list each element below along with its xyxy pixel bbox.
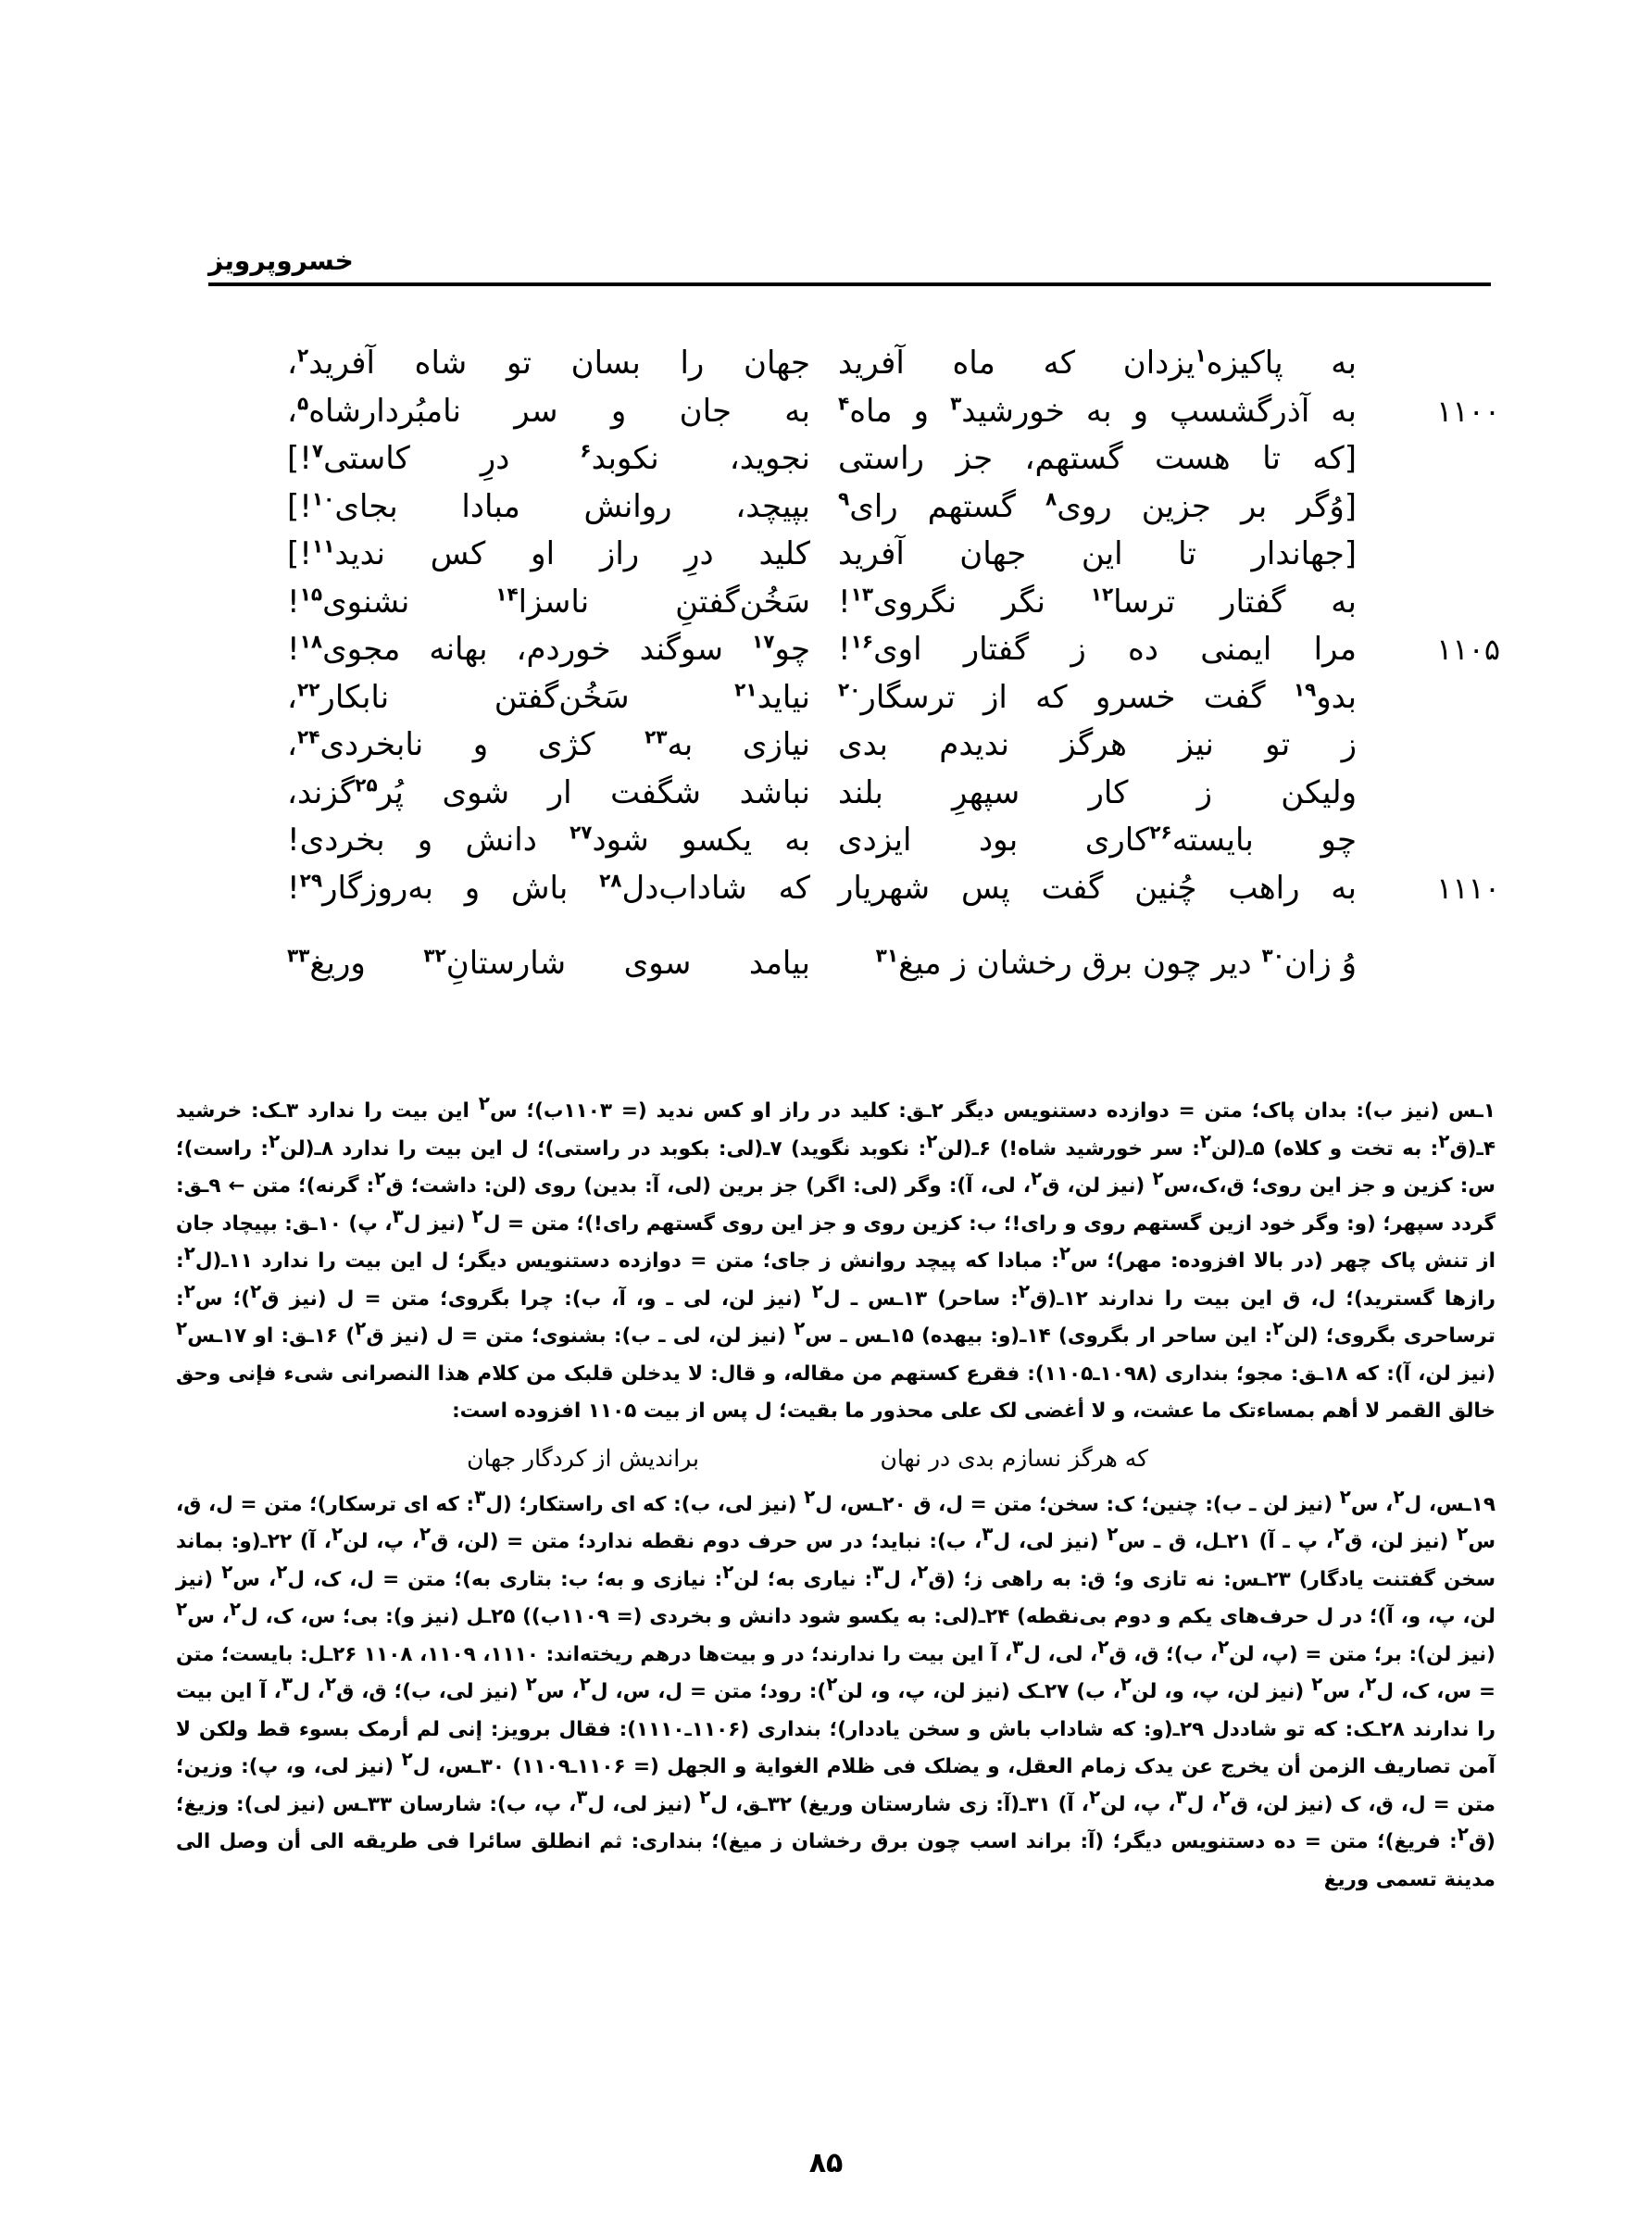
- hemistich-left: نیاید$^{۲۱}$ سَخُن‌گفتن نابکار$^{۲۲}$،: [287, 678, 810, 716]
- couplet: [278, 532, 1500, 580]
- couplet: [278, 484, 1500, 533]
- hemistich-right: ولیکن ز کار سپهرِ بلند: [838, 773, 1357, 811]
- couplet: [278, 436, 1500, 484]
- hemistich-left: که شاداب‌دل$^{۲۸}$ باش و به‌روزگار$^{۲۹}$!: [287, 869, 810, 907]
- hemistich-left: به جان و سر نامبُردارشاه$^۵$،: [287, 392, 810, 430]
- verse-number: ۱۱۱۰: [1436, 870, 1500, 906]
- hemistich-left: به یکسو شود$^{۲۷}$ دانش و بخردی!: [287, 821, 810, 859]
- couplet: [278, 627, 1500, 675]
- hemistich-right: [وُگر بر جزین روی$^۸$ گستهم رای$^۹$: [838, 487, 1358, 525]
- quoted-couplet: [176, 1437, 1496, 1487]
- quoted-hemistich-right: که هرگز نسازم بدی در نهان: [880, 1444, 1148, 1472]
- hemistich-right: به آذرگشسپ و به خورشید$^۳$ و ماه$^۴$: [838, 392, 1357, 430]
- couplet: [278, 818, 1500, 866]
- hemistich-left: نباشد شگفت ار شوی پُر$^{۲۵}$گزند،: [287, 773, 810, 811]
- hemistich-right: بدو$^{۱۹}$ گفت خسرو که از ترسگار$^{۲۰}$: [838, 678, 1357, 716]
- couplet: [278, 341, 1500, 389]
- hemistich-left: چو$^{۱۷}$ سوگند خوردم، بهانه مجوی$^{۱۸}$!: [287, 630, 810, 668]
- hemistich-right: به راهب چُنین گفت پس شهریار: [838, 869, 1357, 907]
- hemistich-left: بیامد سوی شارستانِ$^{۳۲}$ وریغ$^{۳۳}$: [287, 944, 810, 982]
- hemistich-right: [که تا هست گستهم، جز راستی: [838, 440, 1357, 477]
- couplet: [278, 771, 1500, 819]
- couplet: [278, 866, 1500, 914]
- running-title: خسروپرویز: [208, 245, 354, 276]
- footnote-paragraph-2: ۱۹ـس، ل$^۲$، س$^۲$ (نیز لن ـ ب): چنین؛ ک: سخن؛ متن = ل، ق ۲۰ـس، ل$^۲$ (نیز لی، ب): که ای راستکار؛ (ل$^۳$: که ای ترسکار)؛ متن = ل، ق، س$^۲$ (نیز لن، ق$^۲$، پ ـ آ) ۲۱ـل، ق ـ س$^۲$ (نیز لی، ل$^۳$، ب): نباید؛ در س حرف دوم نقطه ندارد؛ متن = (لن، ق$^۲$، پ، لن$^۲$، آ) ۲۲ـ(و: بماند سخن گفتنت یادگار) ۲۳ـس: نه تازی و؛ ق: به راهی ز؛ (ق$^۲$، ل$^۳$: نیاری به؛ لن$^۲$: نیازی و به؛ ب: بتاری به)؛ متن = ل، ک، ل$^۲$، س$^۲$ (نیز لن، پ، و، آ)؛ در ل حرف‌های یکم و دوم بی‌نقطه) ۲۴ـ(لی: به یکسو شود دانش و بخردی (= ۱۱۰۹ب)) ۲۵ـل (نیز و): بی؛ س، ک، ل$^۲$، س$^۲$ (نیز لن): بر؛ متن = (پ، لن$^۲$، ب)؛ ق، ق$^۲$، لی، ل$^۳$، آ این بیت را ندارند؛ در و بیت‌ها درهم ریخته‌اند: ۱۱۱۰، ۱۱۰۹، ۱۱۰۸ ۲۶ـل: بایست؛ متن = س، ک، ل$^۲$، س$^۲$ (نیز لن، پ، و، لن$^۲$، ب) ۲۷ـک (نیز لن، پ، و، لن$^۲$): رود؛ متن = ل، س، ل$^۲$، س$^۲$ (نیز لی، ب)؛ ق، ق$^۲$، ل$^۳$، آ این بیت را ندارند ۲۸ـک: که تو شاددل ۲۹ـ(و: که شاداب باش و سخن یاددار)؛ بنداری (۱۱۰۶ـ۱۱۱۰): فقال برویز: إنی لم أرمک بسوء قط ولکن لا آمن تصاریف الزمن أن یخرج عن یدک زمام العقل، و یضلک فی ظلام الغوایة و الجهل (= ۱۱۰۶ـ۱۱۰۹) ۳۰ـس، ل$^۲$ (نیز لی، و، پ): وزین؛ متن = ل، ق، ک (نیز لن، ق$^۲$، ل$^۳$، پ، لن$^۲$، آ) ۳۱ـ(آ: زی شارستان وریغ) ۳۲ـق، ل$^۲$ (نیز لی، ل$^۳$، پ، ب): شارسان ۳۳ـس (نیز لی): وزیغ؛ (ق$^۲$: فریغ)؛ متن = ده دستنویس دیگر؛ (آ: براند اسب چون برق رخشان ز میغ)؛ بنداری: ثم انطلق سائرا فی طریقه الی أن وصل الی مدینة تسمی وریغ: [176, 1485, 1496, 1891]
- hemistich-right: به پاکیزه$^۱$یزدان که ماه آفرید: [838, 344, 1357, 382]
- hemistich-right: [جهاندار تا این جهان آفرید: [838, 535, 1357, 572]
- page-number: ۸۵: [808, 2147, 844, 2179]
- verse-number: ۱۱۰۰: [1436, 393, 1500, 429]
- hemistich-left: بپیچد، روانش مبادا بجای$^{۱۰}$!]: [287, 487, 810, 525]
- verse-number: ۱۱۰۵: [1436, 632, 1500, 667]
- footnotes: [176, 1093, 1496, 1899]
- hemistich-left: سَخُن‌گفتنِ ناسزا$^{۱۴}$ نشنوی$^{۱۵}$!: [287, 583, 810, 621]
- hemistich-left: نیازی به$^{۲۳}$ کژی و نابخردی$^{۲۴}$،: [287, 725, 810, 763]
- hemistich-right: به گفتار ترسا$^{۱۲}$ نگر نگروی$^{۱۳}$!: [838, 583, 1357, 621]
- hemistich-left: نجوید، نکوبد$^۶$ درِ کاستی$^۷$!]: [287, 439, 810, 477]
- hemistich-right: وُ زان$^{۳۰}$ دیر چون برق رخشان ز میغ$^{۳۱}$: [875, 944, 1357, 982]
- couplet: [278, 389, 1500, 437]
- couplet: [278, 675, 1500, 723]
- header-rule: [208, 282, 1491, 286]
- couplet: [278, 941, 1500, 989]
- hemistich-right: ز تو نیز هرگز ندیدم بدی: [838, 726, 1357, 763]
- verse-block: [278, 341, 1500, 989]
- couplet: [278, 580, 1500, 628]
- couplet: [278, 722, 1500, 771]
- quoted-hemistich-left: براندیش از کردگار جهان: [467, 1444, 699, 1472]
- hemistich-left: کلید درِ راز او کس ندید$^{۱۱}$!]: [287, 534, 810, 572]
- hemistich-right: چو بایسته$^{۲۶}$کاری بود ایزدی: [838, 821, 1357, 859]
- running-header: [208, 243, 1491, 287]
- footnote-paragraph-1: ۱ـس (نیز ب): بدان پاک؛ متن = دوازده دستنویس دیگر ۲ـق: کلید در راز او کس ندید (= ۱۱۰۳ب)؛ س$^۲$ این بیت را ندارد ۳ـک: خرشید ۴ـ(ق$^۲$: به تخت و کلاه) ۵ـ(لن$^۲$: سر خورشید شاه!) ۶ـ(لن$^۲$: نکوبد نگوید) ۷ـ(لی: بکوبد در راستی)؛ ل این بیت را ندارد ۸ـ(لن$^۲$: راست)؛ س: کزین و جز این روی؛ ق،ک،س$^۲$ (نیز لن، ق$^۲$، لی، آ): وگر (لی: اگر) جز برین (لی، آ: بدین) روی (لن: داشت؛ ق$^۲$: گرنه)؛ متن ← ۹ـق: گردد سپهر؛ (و: وگر خود ازین گستهم روی و رای!؛ ب: کزین روی و جز این روی گستهم رای!)؛ متن = ل$^۲$ (نیز ل$^۳$، پ) ۱۰ـق: بپیچاد جان از تنش پاک چهر (در بالا افزوده: مهر)؛ س$^۲$: مبادا که پیچد روانش ز جای؛ متن = دوازده دستنویس دیگر؛ ل این بیت را ندارد ۱۱ـ(ل$^۲$: رازها گسترید)؛ ل، ق این بیت را ندارند ۱۲ـ(ق$^۲$: ساحر) ۱۳ـس ـ ل$^۲$ (نیز لن، لی ـ و، آ، ب): چرا بگروی؛ متن = ل (نیز ق$^۲$)؛ س$^۲$: ترساحری بگروی؛ (لن$^۲$: این ساحر ار بگروی) ۱۴ـ(و: بیهده) ۱۵ـس ـ س$^۲$ (نیز لن، لی ـ ب): بشنوی؛ متن = ل (نیز ق$^۲$) ۱۶ـق: او ۱۷ـس$^۲$ (نیز لن، آ): که ۱۸ـق: مجو؛ بنداری (۱۰۹۸ـ۱۱۰۵): فقرع کستهم من مقاله، و قال: لا یدخلن قلبک من کلام هذا النصرانی شیء فإنی وحق خالق القمر لا أهم بمساءتک ما عشت، و لا أغضی لک علی محذور ما بقیت؛ ل پس از بیت ۱۱۰۵ افزوده است:: [176, 1091, 1496, 1423]
- hemistich-right: مرا ایمنی ده ز گفتار اوی$^{۱۶}$!: [838, 630, 1357, 668]
- hemistich-left: جهان را بسان تو شاه آفرید$^۲$،: [287, 344, 810, 382]
